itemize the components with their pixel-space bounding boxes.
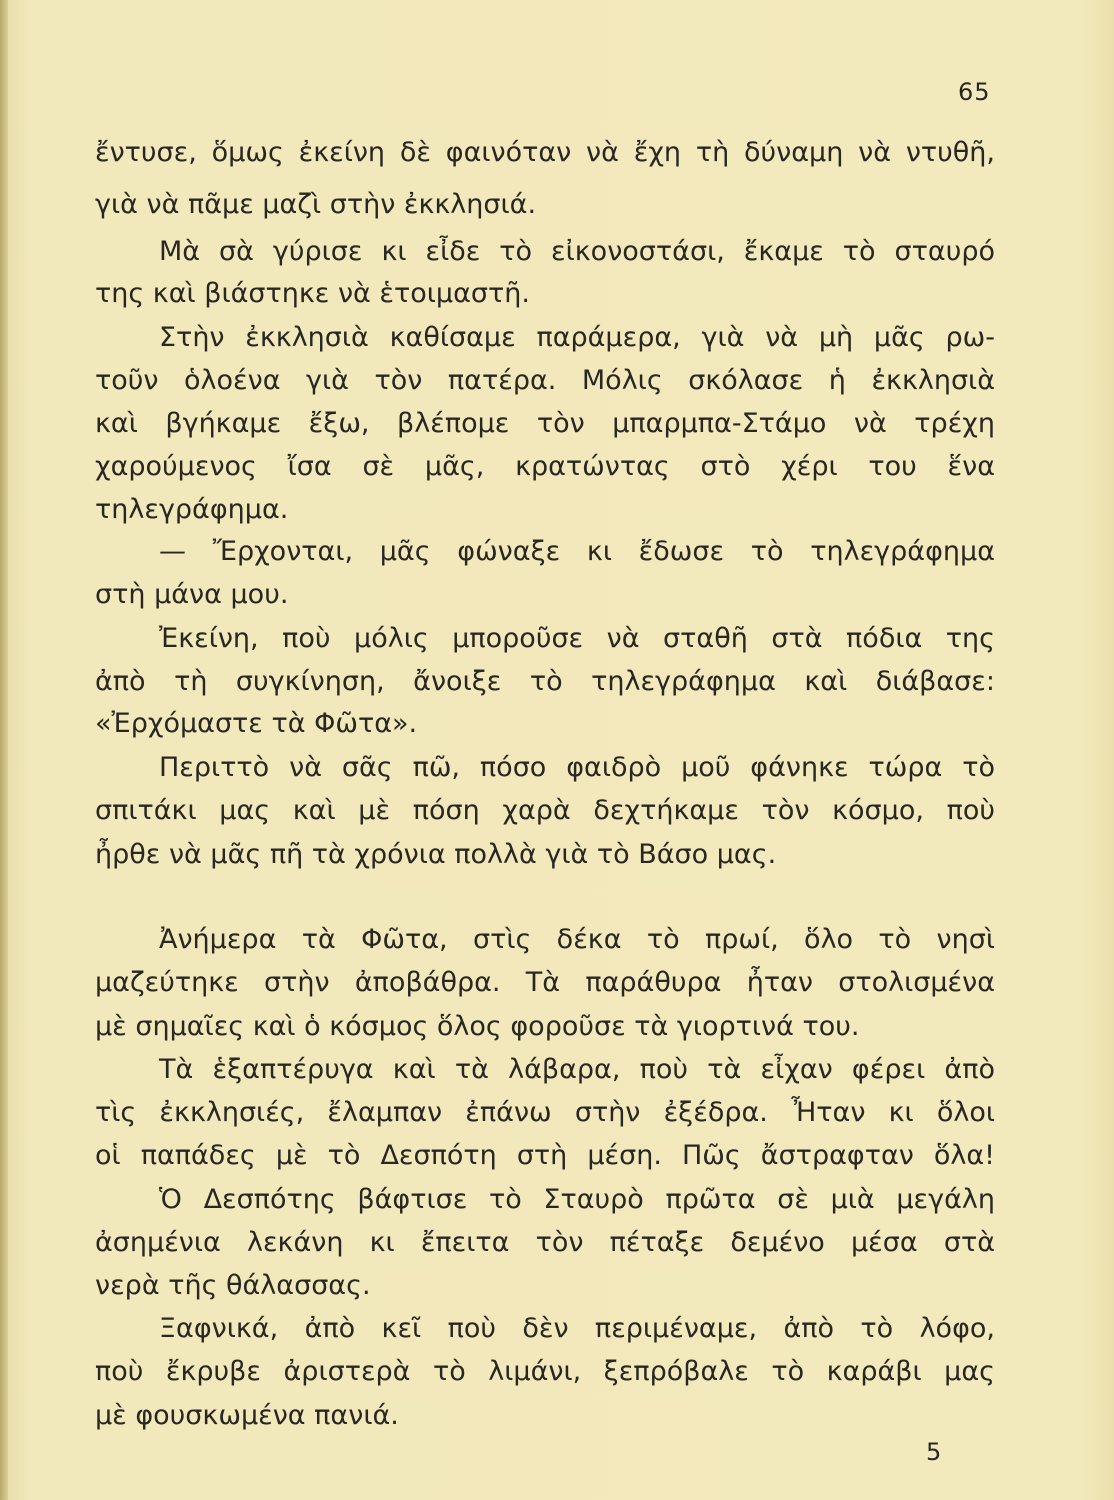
text-line: σπιτάκι μας καὶ μὲ πόση χαρὰ δεχτήκαμε τὸν κόσμο, ποὺ xyxy=(95,795,995,826)
text-line: ἀπὸ τὴ συγκίνηση, ἄνοιξε τὸ τηλεγράφημα καὶ διάβασε: xyxy=(95,666,995,697)
text-line: Στὴν ἐκκλησιὰ καθίσαμε παράμερα, γιὰ νὰ μὴ μᾶς ρω- xyxy=(159,322,995,353)
text-line: νερὰ τῆς θάλασσας. xyxy=(95,1270,371,1301)
text-line: ἀσημένια λεκάνη κι ἔπειτα τὸν πέταξε δεμένο μέσα στὰ xyxy=(95,1227,995,1258)
text-line: ἦρθε νὰ μᾶς πῆ τὰ χρόνια πολλὰ γιὰ τὸ Βάσο μας. xyxy=(95,839,777,870)
text-line: τηλεγράφημα. xyxy=(95,494,289,525)
page-binding-edge xyxy=(0,0,8,1500)
text-line: Ὁ Δεσπότης βάφτισε τὸ Σταυρὸ πρῶτα σὲ μιὰ μεγάλη xyxy=(159,1184,995,1215)
text-line: γιὰ νὰ πᾶμε μαζὶ στὴν ἐκκλησιά. xyxy=(95,189,537,220)
text-line: ἔντυσε, ὅμως ἐκείνη δὲ φαινόταν νὰ ἔχη τὴ δύναμη νὰ ντυθῆ, xyxy=(95,137,995,168)
text-line: χαρούμενος ἴσα σὲ μᾶς, κρατώντας στὸ χέρι του ἕνα xyxy=(95,451,995,482)
text-line: τοῦν ὁλοένα γιὰ τὸν πατέρα. Μόλις σκόλασε ἡ ἐκκλησιὰ xyxy=(95,365,995,396)
text-line: — Ἔρχονται, μᾶς φώναξε κι ἔδωσε τὸ τηλεγράφημα xyxy=(159,536,995,567)
text-line: μαζεύτηκε στὴν ἀποβάθρα. Τὰ παράθυρα ἦταν στολισμένα xyxy=(95,967,995,998)
text-line: «Ἐρχόμαστε τὰ Φῶτα». xyxy=(95,708,418,739)
text-line: μὲ σημαῖες καὶ ὁ κόσμος ὅλος φοροῦσε τὰ γιορτινά του. xyxy=(95,1011,860,1042)
text-line: Μὰ σὰ γύρισε κι εἶδε τὸ εἰκονοστάσι, ἔκαμε τὸ σταυρό xyxy=(159,236,995,267)
page-number: 65 xyxy=(958,78,991,106)
text-line: Ἀνήμερα τὰ Φῶτα, στὶς δέκα τὸ πρωί, ὅλο τὸ νησὶ xyxy=(159,924,995,955)
text-line: στὴ μάνα μου. xyxy=(95,579,289,610)
footer-folio: 5 xyxy=(926,1438,942,1466)
text-line: καὶ βγήκαμε ἔξω, βλέπομε τὸν μπαρμπα-Στάμο νὰ τρέχη xyxy=(95,408,995,439)
text-line: Τὰ ἑξαπτέρυγα καὶ τὰ λάβαρα, ποὺ τὰ εἶχαν φέρει ἀπὸ xyxy=(159,1054,995,1085)
text-line: τὶς ἐκκλησιές, ἔλαμπαν ἐπάνω στὴν ἐξέδρα. Ἦταν κι ὅλοι xyxy=(95,1097,995,1128)
text-line: Ἐκείνη, ποὺ μόλις μποροῦσε νὰ σταθῆ στὰ πόδια της xyxy=(159,623,995,654)
text-line: ποὺ ἔκρυβε ἀριστερὰ τὸ λιμάνι, ξεπρόβαλε τὸ καράβι μας xyxy=(95,1356,995,1387)
text-line: μὲ φουσκωμένα πανιά. xyxy=(95,1400,399,1431)
text-line: Ξαφνικά, ἀπὸ κεῖ ποὺ δὲν περιμέναμε, ἀπὸ τὸ λόφο, xyxy=(159,1313,995,1344)
text-line: οἱ παπάδες μὲ τὸ Δεσπότη στὴ μέση. Πῶς ἄστραφταν ὅλα! xyxy=(95,1140,995,1171)
text-line: Περιττὸ νὰ σᾶς πῶ, πόσο φαιδρὸ μοῦ φάνηκε τώρα τὸ xyxy=(159,752,995,783)
text-line: της καὶ βιάστηκε νὰ ἑτοιμαστῆ. xyxy=(95,278,530,309)
